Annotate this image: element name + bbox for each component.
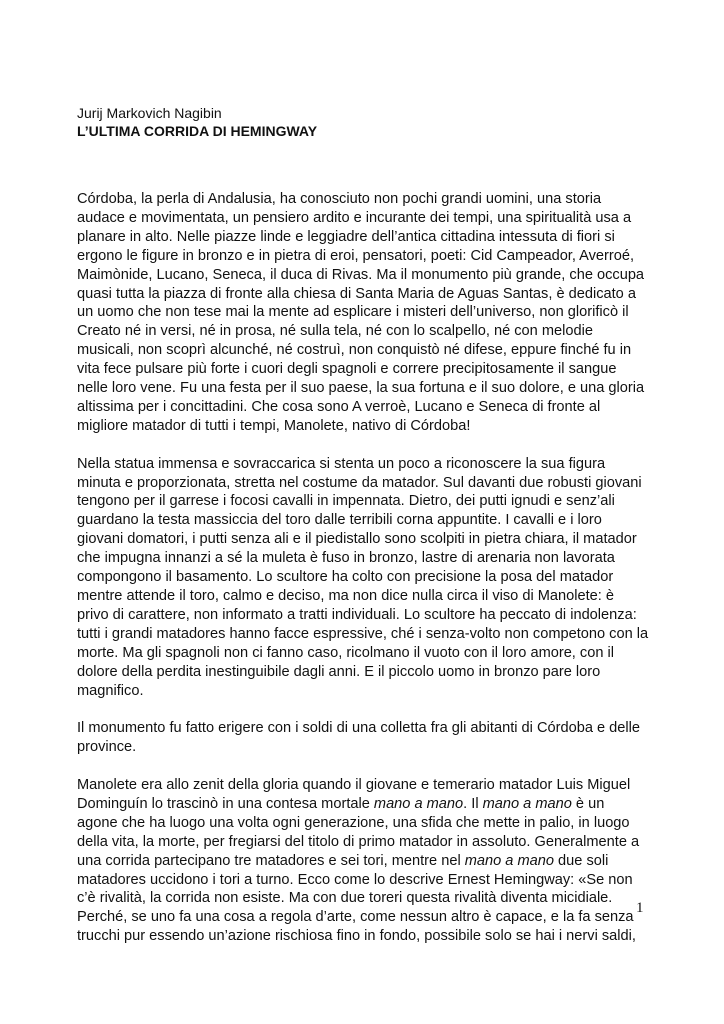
text-run: due soli [554, 852, 609, 869]
text-line [77, 474, 657, 493]
text-run: Dominguín lo trascinò in una contesa mortale [77, 795, 374, 812]
text-line [77, 360, 657, 379]
text-line [77, 606, 657, 625]
text-run: mentre attende il toro, calmo e deciso, ma non dice nulla circa il viso di Manolete: è [77, 588, 614, 605]
text-run: Nella statua immensa e sovraccarica si stenta un poco a riconoscere la sua figura [77, 455, 606, 472]
text-line [77, 549, 657, 568]
page-number: 1 [636, 900, 644, 916]
text-line [77, 833, 657, 852]
text-run: un uomo che non tese mai la mente ad esplicare i misteri dell’universo, non glorificò il [77, 304, 629, 321]
paragraph [77, 455, 657, 701]
text-line [77, 303, 657, 322]
text-line [77, 587, 657, 606]
text-run: c’è rivalità, la corrida non esiste. Ma con due toreri questa rivalità diventa micidiale. [77, 890, 613, 907]
text-line [77, 379, 657, 398]
text-line [77, 871, 657, 890]
paragraph [77, 719, 657, 757]
author-name: Jurij Markovich Nagibin [77, 105, 222, 121]
text-line [77, 492, 657, 511]
text-line [77, 776, 657, 795]
text-run: privo di carattere, non informato a tratti individuali. Lo scultore ha peccato di indolenza: [77, 606, 637, 623]
text-run: magnifico. [77, 682, 144, 699]
document-header [77, 104, 317, 140]
text-run: vita fece pulsare più forte i cuori degli spagnoli e correre precipitosamente il sangue [77, 361, 617, 378]
text-run: . Il [463, 795, 483, 812]
text-run: minuta e proporzionata, stretta nel costume da matador. Sul davanti due robusti giovani [77, 474, 642, 491]
text-run: matadores uccidono i tori a turno. Ecco come lo descrive Ernest Hemingway: «Se non [77, 871, 633, 888]
paragraph [77, 190, 657, 436]
italic-text: mano a mano [464, 852, 554, 869]
italic-text: mano a mano [482, 795, 572, 812]
text-line [77, 852, 657, 871]
text-line [77, 568, 657, 587]
text-line [77, 285, 657, 304]
text-line [77, 530, 657, 549]
text-line [77, 625, 657, 644]
text-run: una corrida partecipano tre matadores e sei tori, mentre nel [77, 852, 465, 869]
text-line [77, 908, 657, 927]
text-run: altissima per i concittadini. Che cosa sono A verroè, Lucano e Seneca di fronte al [77, 398, 601, 415]
text-line [77, 644, 657, 663]
text-line [77, 228, 657, 247]
document-body [77, 190, 657, 965]
text-run: Córdoba, la perla di Andalusia, ha conosciuto non pochi grandi uomini, una storia [77, 191, 602, 207]
text-line [77, 455, 657, 474]
text-run: compongono il basamento. Lo scultore ha colto con precisione la posa del matador [77, 569, 614, 586]
text-run: province. [77, 739, 137, 756]
text-run: migliore matador di tutti i tempi, Manolete, nativo di Córdoba! [77, 417, 471, 434]
text-run: Creato né in versi, né in prosa, né sulla tela, né con lo scalpello, né con melodie [77, 323, 593, 340]
text-line [77, 795, 657, 814]
text-line [77, 738, 657, 757]
text-run: dolore della perdita inestinguibile dagli anni. E il piccolo uomo in bronzo pare loro [77, 663, 601, 680]
text-run: guardano la testa massiccia del toro dalle terribili corna appuntite. I cavalli e i loro [77, 512, 602, 529]
text-line [77, 511, 657, 530]
text-run: Perché, se uno fa una cosa a regola d’arte, come nessun altro è capace, e la fa senza [77, 909, 634, 926]
text-run: agone che ha luogo una volta ogni generazione, una sfida che mette in palio, in luogo [77, 814, 630, 831]
text-run: tengono per il garrese i focosi cavalli in impennata. Dietro, dei putti ignudi e senz’ali [77, 493, 615, 510]
text-line [77, 341, 657, 360]
text-run: tutti i grandi matadores hanno facce espressive, ché i senza-volto non competono con la [77, 625, 649, 642]
text-line [77, 209, 657, 228]
text-run: Maimònide, Lucano, Seneca, il duca di Rivas. Ma il monumento più grande, che occupa [77, 266, 645, 283]
text-run: Manolete era allo zenit della gloria quando il giovane e temerario matador Luis Miguel [77, 777, 631, 794]
text-line [77, 247, 657, 266]
text-run: morte. Ma gli spagnoli non ci fanno caso, ricolmano il vuoto con il loro amore, con il [77, 644, 614, 661]
text-run: è un [571, 795, 605, 812]
text-line [77, 889, 657, 908]
text-line [77, 927, 657, 946]
paragraph [77, 776, 657, 946]
text-run: quasi tutta la piazza di fronte alla chiesa di Santa Maria de Aguas Santas, è dedicato a [77, 285, 636, 302]
text-run: planare in alto. Nelle piazze linde e leggiadre dell’antica cittadina intessuta di fiori si [77, 228, 615, 245]
text-run: musicali, non scoprì alcunché, né costruì, non conquistò né difese, eppure finché fu in [77, 342, 632, 359]
text-run: Il monumento fu fatto erigere con i soldi di una colletta fra gli abitanti di Córdoba e delle [77, 720, 640, 737]
text-line [77, 398, 657, 417]
text-line [77, 266, 657, 285]
text-run: che impugna innanzi a sé la muleta è fuso in bronzo, lastre di arenaria non lavorata [77, 550, 615, 567]
text-run: nelle loro vene. Fu una festa per il suo paese, la sua fortuna e il suo dolore, e una gloria [77, 380, 645, 397]
text-line [77, 682, 657, 701]
text-line [77, 719, 657, 738]
text-line [77, 190, 657, 209]
text-line [77, 322, 657, 341]
text-run: della vita, la morte, per fregiarsi del titolo di primo matador in assoluto. Generalmente a [77, 833, 640, 850]
text-run: ergono le figure in bronzo e in pietra di eroi, pensatori, poeti: Cid Campeador, Averroé, [77, 247, 635, 264]
italic-text: mano a mano [373, 795, 464, 812]
text-line [77, 417, 657, 436]
text-run: trucchi pur essendo un’azione rischiosa fino in fondo, possibile solo se hai i nervi saldi, [77, 928, 636, 945]
text-line [77, 814, 657, 833]
text-run: giovani domatori, i putti senza ali e il piedistallo sono scolpiti in pietra chiara, il matador [77, 531, 637, 548]
text-line [77, 663, 657, 682]
text-run: audace e movimentata, un pensiero ardito e incurante dei tempi, una spiritualità usa a [77, 209, 632, 226]
document-title: L’ULTIMA CORRIDA DI HEMINGWAY [77, 123, 318, 139]
